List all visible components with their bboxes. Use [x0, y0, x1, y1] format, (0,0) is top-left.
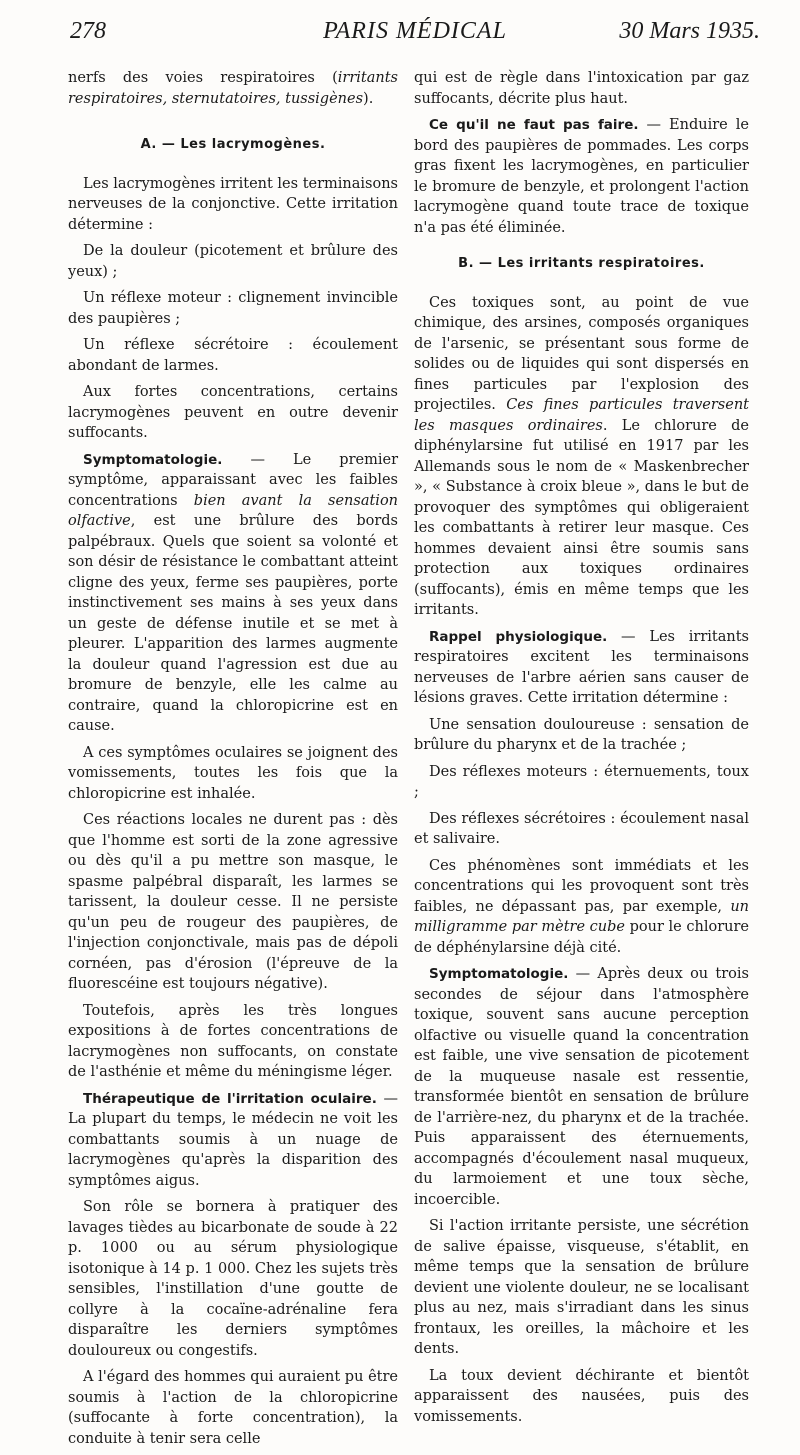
page-number: 278: [70, 18, 106, 44]
issue-date: 30 Mars 1935.: [619, 18, 760, 44]
paragraph: Des réflexes sécrétoires : écoulement nasal et salivaire.: [414, 810, 749, 847]
paragraph: A ces symptômes oculaires se joignent des vomissements, toutes les fois que la chloropicrine est inhalée.: [68, 744, 398, 802]
paragraph: Des réflexes moteurs : éternuements, toux ;: [414, 763, 749, 800]
runin-heading: Rappel physiologique.: [429, 628, 608, 645]
paragraph: Son rôle se bornera à pratiquer des lavages tièdes au bicarbonate de soude à 22 p. 1000 ou au sérum physiologique isotonique à 14 p. 1 000. Chez les sujets très sensibles, l'instillation d'une goutte de collyre à la cocaïne-adrénaline fera disparaître les derniers symptômes douloureux ou congestifs.: [68, 1199, 398, 1359]
right-column: [414, 68, 749, 1433]
paragraph: Un réflexe moteur : clignement invincible des paupières ;: [68, 290, 398, 327]
paragraph: Une sensation douloureuse : sensation de brûlure du pharynx et de la trachée ;: [414, 716, 749, 753]
left-column: [68, 68, 398, 1455]
paragraph: qui est de règle dans l'intoxication par gaz suffocants, décrite plus haut.: [414, 70, 749, 107]
paragraph: Un réflexe sécrétoire : écoulement abondant de larmes.: [68, 337, 398, 374]
paragraph: A l'égard des hommes qui auraient pu être soumis à l'action de la chloropicrine (suffocante à forte concentration), la conduite à tenir sera celle: [68, 1369, 398, 1447]
runin-heading: Ce qu'il ne faut pas faire.: [429, 117, 639, 133]
section-heading-lacrymogenes: A. — Les lacrymogènes.: [140, 137, 326, 152]
runin-heading: Symptomatologie.: [429, 966, 569, 982]
paragraph: Les lacrymogènes irritent les terminaisons nerveuses de la conjonctive. Cette irritation détermine :: [68, 175, 398, 233]
paragraph: Aux fortes concentrations, certains lacrymogènes peuvent en outre devenir suffocants.: [68, 384, 398, 441]
paragraph: Rappel physiologique. — Les irritants respiratoires excitent les terminaisons nerveuses de l'arbre aérien sans causer de lésions graves. Cette irritation détermine :: [414, 628, 749, 706]
paragraph: Si l'action irritante persiste, une sécrétion de salive épaisse, visqueuse, s'établit, en même temps que la sensation de brûlure devient une violente douleur, ne se localisant plus au nez, mais s'irradiant dans les sinus frontaux, les oreilles, la mâchoire et les dents.: [414, 1218, 749, 1357]
journal-title: PARIS MÉDICAL: [323, 18, 507, 44]
paragraph: Ces toxiques sont, au point de vue chimique, des arsines, composés organiques de l'arsenic, se présentant sous forme de solides ou de liquides qui sont dispersés en fines particules par l'explosion des projectiles. Ces fines particules traversent les masques ordinaires. Le chlorure de diphénylarsine fut utilisé en 1917 par les Allemands sous le nom de « Maskenbrecher », « Substance à croix bleue », dans le but de provoquer des symptômes qui obligeraient les combattants à retirer leur masque. Ces hommes devaient ainsi être soumis sans protection aux toxiques ordinaires (suffocants), émis en même temps que les irritants.: [414, 294, 749, 618]
runin-heading: Symptomatologie.: [83, 451, 223, 468]
paragraph: Symptomatologie. — Après deux ou trois secondes de séjour dans l'atmosphère toxique, souvent sans aucune perception olfactive ou visuelle quand la concentration est faible, une vive sensation de picotement de la muqueuse nasale est ressentie, transformée bientôt en sensation de brûlure de l'arrière-nez, du pharynx et de la trachée. Puis apparaissent des éternuements, accompagnés d'écoulement nasal muqueux, du larmoiement et une toux sèche, incoercible.: [414, 966, 749, 1208]
paragraph: La toux devient déchirante et bientôt apparaissent des nausées, puis des vomissements.: [414, 1367, 749, 1425]
paragraph: Ces réactions locales ne durent pas : dès que l'homme est sorti de la zone agressive ou dès qu'il a pu mettre son masque, le spasme palpébral disparaît, les larmes se tarissent, la douleur cesse. Il ne persiste qu'un peu de rougeur des paupières, de l'injection conjonctivale, mais pas de dépoli cornéen, pas d'érosion (l'épreuve de la fluorescéine est toujours négative).: [68, 812, 398, 992]
paragraph: Toutefois, après les très longues expositions à de fortes concentrations de lacrymogènes non suffocants, on constate de l'asthénie et même du méningisme léger.: [68, 1002, 398, 1080]
section-heading-irritants: B. — Les irritants respiratoires.: [458, 256, 705, 271]
paragraph: De la douleur (picotement et brûlure des yeux) ;: [68, 243, 398, 280]
page-header: [70, 18, 760, 58]
paragraph: Thérapeutique de l'irritation oculaire. — La plupart du temps, le médecin ne voit les combattants soumis à un nuage de lacrymogènes qu'après la disparition des symptômes aigus.: [68, 1090, 398, 1189]
paragraph: nerfs des voies respiratoires (irritants respiratoires, sternutatoires, tussigènes).: [68, 70, 398, 107]
runin-heading: Thérapeutique de l'irritation oculaire.: [83, 1090, 377, 1107]
paragraph: Symptomatologie. — Le premier symptôme, apparaissant avec les faibles concentrations bien avant la sensation olfactive, est une brûlure des bords palpébraux. Quels que soient sa volonté et son désir de résistance le combattant atteint cligne des yeux, ferme ses paupières, porte instinctivement ses mains à ses yeux dans un geste de défense inutile et se met à pleurer. L'apparition des larmes augmente la douleur quand l'agression est due au bromure de benzyle, elle les calme au contraire, quand la chloropicrine est en cause.: [68, 451, 399, 734]
paragraph: Ces phénomènes sont immédiats et les concentrations qui les provoquent sont très faibles, ne dépassant pas, par exemple, un milligramme par mètre cube pour le chlorure de déphénylarsine déjà cité.: [414, 857, 750, 956]
paragraph: Ce qu'il ne faut pas faire. — Enduire le bord des paupières de pommades. Les corps gras fixent les lacrymogènes, en particulier le bromure de benzyle, et prolongent l'action lacrymogène quand toute trace de toxique n'a pas été éliminée.: [414, 117, 749, 236]
